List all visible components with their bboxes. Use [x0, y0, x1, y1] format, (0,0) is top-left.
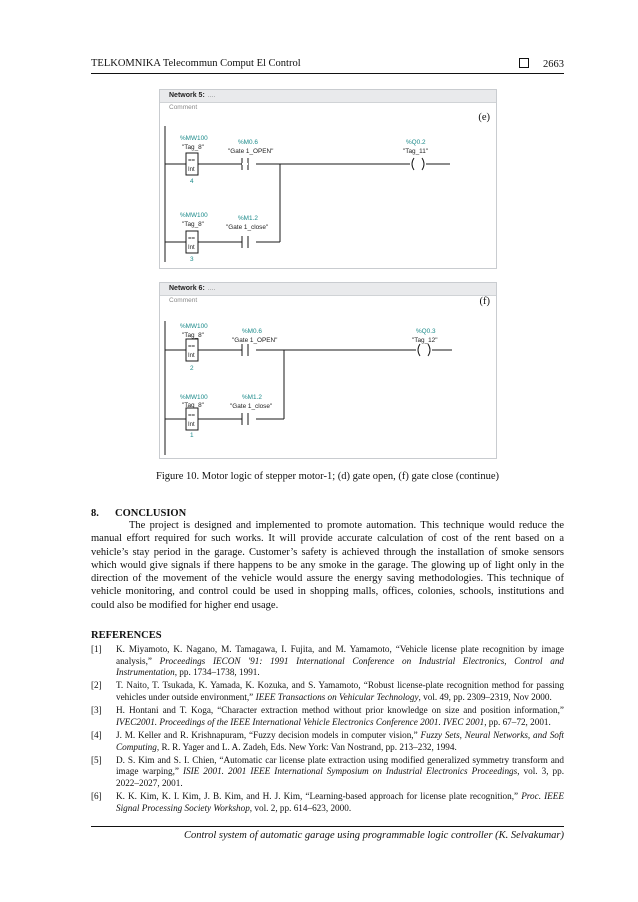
compare-address: %MW100 — [180, 323, 208, 330]
panel-label: (e) — [478, 112, 490, 123]
contact-tag: "Gate 1_close" — [230, 403, 273, 410]
coil-symbol — [422, 158, 424, 170]
reference-venue: Proceedings IECON '91: 1991 International Conference on Industrial Electronics, Control and Instrumentation — [116, 655, 565, 678]
network-dots: .... — [207, 92, 216, 99]
checkbox-square-icon — [519, 58, 529, 68]
contact-address: %M1.2 — [238, 215, 258, 222]
network-comment: Comment — [169, 297, 198, 304]
compare-type: Int — [188, 422, 195, 428]
reference-number: [1] — [91, 644, 102, 654]
network-comment: Comment — [169, 104, 198, 111]
footer-rule — [91, 826, 564, 827]
compare-address: %MW100 — [180, 212, 208, 219]
ladder-network-5 — [159, 89, 497, 269]
header-rule — [91, 73, 564, 74]
reference-number: [2] — [91, 680, 102, 691]
reference-text: J. M. Keller and R. Krishnapuram, “Fuzzy decision models in computer vision,” — [116, 729, 421, 740]
reference-item — [91, 644, 564, 679]
reference-number: [6] — [91, 791, 102, 802]
compare-type: Int — [188, 353, 195, 359]
ladder-diagram — [160, 283, 496, 458]
panel-label: (f) — [479, 296, 490, 307]
reference-venue: Fuzzy Sets, Neural Networks, and Soft Computing — [116, 729, 564, 752]
reference-text: , vol. 49, pp. 2309–2319, Nov 2000. — [418, 691, 552, 702]
compare-type: Int — [188, 167, 195, 173]
contact-tag: "Gate 1_OPEN" — [232, 337, 278, 344]
reference-text: D. S. Kim and S. I. Chien, “Automatic car license plate extraction using modified generalized symmetry transform and image warping,” — [116, 754, 564, 777]
compare-address: %MW100 — [180, 394, 208, 401]
reference-venue: Proc. IEEE Signal Processing Society Workshop — [116, 791, 565, 813]
contact-address: %M0.6 — [238, 139, 258, 146]
reference-text: K. K. Kim, K. I. Kim, J. B. Kim, and H. J. Kim, “Learning-based approach for license plate recognition,” — [116, 791, 522, 802]
contact-tag: "Gate 1_close" — [226, 224, 269, 231]
compare-tag: "Tag_8" — [182, 221, 204, 228]
section-number: 8. — [91, 508, 99, 519]
reference-venue: IVEC2001. Proceedings of the IEEE International Vehicle Electronics Conference 2001. IVEC 2001 — [116, 716, 485, 727]
compare-operator: == — [188, 236, 196, 242]
compare-operator: == — [188, 413, 196, 419]
conclusion-paragraph: The project is designed and implemented to promote automation. This technique would reduce the manual effort required for such works. It will provide accurate calculation of cost of the rent based on a vehicle’s stay period in the garage. Customer’s safety is achieved through the installation of smoke sensors which would give signals if there happens to be any smoke in the garage. The glowing up of light only in the direction of the movement of the vehicle would assure the energy saving methodologies. This technique of vehicle monitoring, and control could be used in shopping malls, offices, colonies, schools, institutions and could also be modified for higher end usage. — [91, 520, 564, 611]
network-title: Network 6: — [169, 285, 205, 292]
page-number-block — [519, 58, 564, 70]
compare-value: 1 — [190, 432, 194, 439]
coil-symbol — [428, 344, 430, 356]
coil-tag: "Tag_11" — [403, 148, 429, 155]
coil-tag: "Tag_12" — [412, 337, 438, 344]
reference-item — [91, 755, 564, 790]
running-footer: Control system of automatic garage using programmable logic controller (K. Selvakumar) — [183, 830, 564, 841]
compare-tag: "Tag_8" — [182, 402, 204, 409]
compare-address: %MW100 — [180, 135, 208, 142]
reference-item — [91, 705, 564, 728]
figure-caption: Figure 10. Motor logic of stepper motor-1; (d) gate open, (f) gate close (continue) — [156, 471, 499, 482]
contact-address: %M0.6 — [242, 328, 262, 335]
ladder-diagram — [160, 90, 496, 268]
coil-address: %Q0.3 — [416, 328, 436, 335]
reference-text: K. Miyamoto, K. Nagano, M. Tamagawa, I. Fujita, and M. Yamamoto, “Vehicle license plate recognition by image analysis,” — [116, 644, 564, 666]
reference-list — [91, 644, 564, 816]
compare-value: 2 — [190, 365, 194, 372]
reference-number: [4] — [91, 729, 102, 740]
compare-tag: "Tag_8" — [182, 332, 204, 339]
compare-operator: == — [188, 158, 196, 164]
page-number: 2663 — [543, 59, 564, 70]
coil-symbol — [418, 344, 420, 356]
reference-item — [91, 791, 564, 814]
ladder-network-6 — [159, 282, 497, 459]
coil-symbol — [412, 158, 414, 170]
reference-item — [91, 730, 564, 753]
references-heading: REFERENCES — [91, 630, 162, 641]
reference-venue: ISIE 2001. 2001 IEEE International Symposium on Industrial Electronics Proceedings — [182, 766, 518, 777]
reference-text: H. Hontani and T. Koga, “Character extraction method without prior knowledge on size and position information,” — [116, 705, 564, 716]
network-title: Network 5: — [169, 92, 205, 99]
compare-tag: "Tag_8" — [182, 144, 204, 151]
reference-text: , pp. 67–72, 2001. — [484, 716, 551, 727]
journal-name: TELKOMNIKA Telecommun Comput El Control — [91, 58, 301, 69]
network-dots: .... — [207, 285, 216, 292]
compare-type: Int — [188, 245, 195, 251]
section-title: CONCLUSION — [115, 508, 187, 519]
reference-number: [3] — [91, 705, 102, 716]
compare-value: 4 — [190, 178, 194, 185]
reference-text: , R. R. Yager and L. A. Zadeh, Eds. New York: Van Nostrand, pp. 213–232, 1994. — [156, 741, 457, 752]
reference-number: [5] — [91, 754, 102, 765]
contact-tag: "Gate 1_OPEN" — [228, 148, 274, 155]
reference-venue: IEEE Transactions on Vehicular Technology — [255, 691, 419, 702]
compare-value: 3 — [190, 256, 194, 263]
reference-text: , vol. 2, pp. 614–623, 2000. — [249, 802, 352, 813]
reference-text: T. Naito, T. Tsukada, K. Yamada, K. Kozuka, and S. Yamamoto, “Robust license-plate recognition method for passing vehicles under outside environment,” — [116, 680, 564, 702]
section-heading — [91, 508, 186, 519]
compare-operator: == — [188, 344, 196, 350]
reference-text: , vol. 3, pp. 2022–2027, 2001. — [116, 766, 564, 788]
reference-text: , pp. 1734–1738, 1991. — [174, 667, 260, 678]
reference-item — [91, 680, 564, 703]
coil-address: %Q0.2 — [406, 139, 426, 146]
contact-address: %M1.2 — [242, 394, 262, 401]
